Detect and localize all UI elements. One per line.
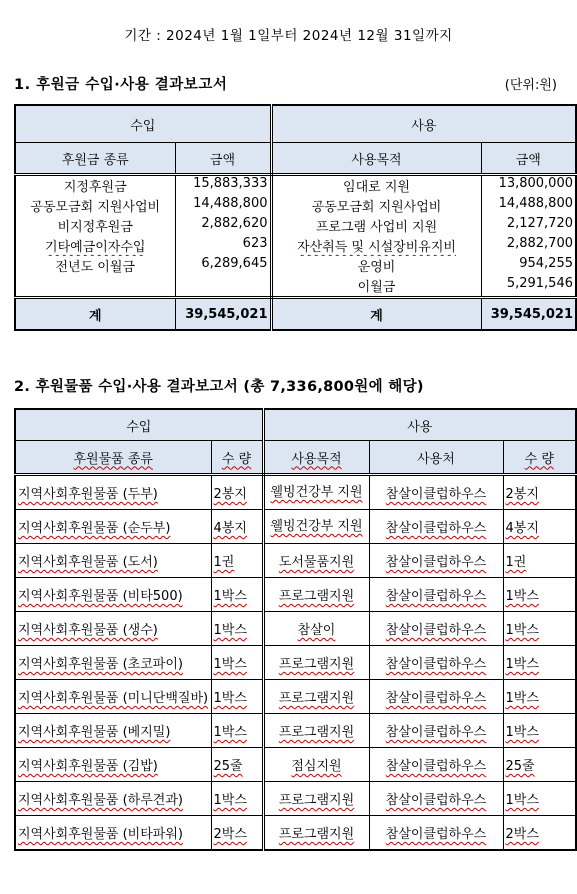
income-amount-cell: 15,883,333 — [175, 175, 271, 197]
report-period: 기간 : 2024년 1월 1일부터 2024년 12월 31일까지 — [124, 28, 453, 44]
in-qty-cell — [211, 578, 263, 612]
item-type-cell — [15, 748, 211, 782]
purpose-text: 웰빙건강부 지원 — [270, 519, 363, 534]
purpose-text: 도서물품지원 — [278, 555, 355, 570]
table-row — [15, 510, 576, 544]
out-qty-cell — [503, 816, 576, 851]
section2-title: 2. 후원물품 수입·사용 결과보고서 (총 7,336,800원에 해당) — [14, 379, 424, 395]
item-type-cell — [15, 816, 211, 851]
goods-usage-header: 사용 — [263, 409, 576, 441]
col-usage-purpose: 사용목적 — [271, 143, 481, 175]
purpose-text: 프로그램지원 — [278, 827, 355, 842]
total-usage: 39,545,021 — [481, 298, 576, 331]
item-type-cell — [15, 646, 211, 680]
in-qty-text: 1권 — [213, 555, 235, 570]
section1-title: 1. 후원금 수입·사용 결과보고서 — [14, 77, 228, 93]
item-type-text: 지역사회후원물품 (도서) — [18, 555, 158, 570]
purpose-cell — [263, 578, 369, 612]
out-qty-cell — [503, 680, 576, 714]
item-type-text: 지역사회후원물품 (비타500) — [18, 589, 183, 604]
out-qty-cell — [503, 748, 576, 782]
income-amount-cell: 14,488,800 — [175, 196, 271, 216]
usage-purpose-cell: 임대로 지원 — [271, 175, 481, 197]
usage-amount-cell: 5,291,546 — [481, 276, 576, 298]
table-row — [15, 256, 576, 276]
purpose-cell — [263, 612, 369, 646]
usage-header: 사용 — [271, 105, 576, 143]
in-qty-text: 1박스 — [213, 793, 247, 808]
purpose-text: 프로그램지원 — [278, 657, 355, 672]
purpose-text: 참살이 — [297, 623, 336, 638]
in-qty-text: 2박스 — [213, 827, 247, 842]
place-text: 참살이클럽하우스 — [385, 589, 487, 604]
out-qty-text: 1박스 — [505, 657, 539, 672]
in-qty-cell — [211, 646, 263, 680]
total-label-income: 계 — [15, 298, 175, 331]
in-qty-cell — [211, 510, 263, 544]
purpose-text: 프로그램지원 — [278, 793, 355, 808]
in-qty-cell — [211, 714, 263, 748]
place-cell — [369, 612, 503, 646]
in-qty-cell — [211, 612, 263, 646]
table-row — [15, 276, 576, 298]
col-in-qty-text: 수 량 — [221, 451, 252, 467]
out-qty-cell — [503, 544, 576, 578]
table-row — [15, 196, 576, 216]
table-row — [15, 816, 576, 851]
item-type-cell — [15, 578, 211, 612]
usage-amount-cell: 2,127,720 — [481, 216, 576, 236]
place-cell — [369, 646, 503, 680]
place-cell — [369, 510, 503, 544]
place-cell — [369, 816, 503, 851]
place-cell — [369, 714, 503, 748]
in-qty-cell — [211, 680, 263, 714]
col-income-type: 후원금 종류 — [15, 143, 175, 175]
out-qty-cell — [503, 714, 576, 748]
table-row — [15, 578, 576, 612]
usage-amount-cell: 13,800,000 — [481, 175, 576, 197]
usage-amount-cell: 2,882,700 — [481, 236, 576, 256]
purpose-cell — [263, 680, 369, 714]
donation-goods-table — [14, 408, 577, 851]
in-qty-text: 1박스 — [213, 691, 247, 706]
out-qty-text: 1권 — [505, 555, 527, 570]
item-type-cell — [15, 544, 211, 578]
usage-purpose-cell: 운영비 — [271, 256, 481, 276]
in-qty-cell — [211, 748, 263, 782]
income-amount-cell: 2,882,620 — [175, 216, 271, 236]
place-text: 참살이클럽하우스 — [385, 691, 487, 706]
usage-purpose-cell: 공동모금회 지원사업비 — [271, 196, 481, 216]
goods-income-header: 수입 — [15, 409, 263, 441]
place-text: 참살이클럽하우스 — [385, 657, 487, 672]
purpose-cell — [263, 782, 369, 816]
item-type-text: 지역사회후원물품 (비타파워) — [18, 827, 183, 842]
out-qty-cell — [503, 782, 576, 816]
income-type-cell — [15, 236, 175, 256]
table-row — [15, 175, 576, 197]
purpose-text: 프로그램지원 — [278, 589, 355, 604]
income-type-text: 기타예금이자수입 — [45, 240, 146, 255]
col-purpose-text: 사용목적 — [291, 451, 342, 467]
place-cell — [369, 578, 503, 612]
place-cell — [369, 680, 503, 714]
item-type-cell — [15, 680, 211, 714]
in-qty-text: 1박스 — [213, 623, 247, 638]
item-type-text: 지역사회후원물품 (김밥) — [18, 759, 158, 774]
out-qty-text: 1박스 — [505, 725, 539, 740]
table-row — [15, 612, 576, 646]
place-text: 참살이클럽하우스 — [385, 487, 487, 502]
item-type-cell — [15, 782, 211, 816]
table-row — [15, 714, 576, 748]
total-row — [15, 298, 576, 331]
col-out-qty-text: 수 량 — [524, 451, 554, 467]
income-type-cell: 전년도 이월금 — [15, 256, 175, 276]
item-type-cell — [15, 510, 211, 544]
usage-purpose-text: 자산취득 및 시설장비유지비 — [297, 240, 456, 255]
table-row — [15, 544, 576, 578]
goods-body — [15, 475, 576, 851]
place-text: 참살이클럽하우스 — [385, 793, 487, 808]
usage-purpose-cell: 프로그램 사업비 지원 — [271, 216, 481, 236]
col-in-qty — [211, 441, 263, 475]
place-text: 참살이클럽하우스 — [385, 759, 487, 774]
item-type-text: 지역사회후원물품 (두부) — [18, 487, 158, 502]
in-qty-text: 1박스 — [213, 589, 247, 604]
purpose-cell — [263, 510, 369, 544]
out-qty-text: 1박스 — [505, 589, 539, 604]
out-qty-cell — [503, 612, 576, 646]
col-usage-amount: 금액 — [481, 143, 576, 175]
income-type-cell: 지정후원금 — [15, 175, 175, 197]
out-qty-cell — [503, 510, 576, 544]
in-qty-text: 4봉지 — [213, 521, 247, 536]
usage-purpose-cell — [271, 236, 481, 256]
unit-label: (단위:원) — [504, 78, 557, 93]
item-type-text: 지역사회후원물품 (미니단백질바) — [18, 691, 209, 706]
table-row — [15, 646, 576, 680]
table-row — [15, 748, 576, 782]
purpose-cell — [263, 544, 369, 578]
out-qty-text: 2박스 — [505, 827, 539, 842]
income-type-cell: 비지정후원금 — [15, 216, 175, 236]
income-amount-cell: 623 — [175, 236, 271, 256]
out-qty-text: 4봉지 — [505, 521, 539, 536]
income-type-cell: 공동모금회 지원사업비 — [15, 196, 175, 216]
income-type-cell — [15, 276, 175, 298]
out-qty-cell — [503, 646, 576, 680]
table-row — [15, 680, 576, 714]
in-qty-text: 1박스 — [213, 725, 247, 740]
purpose-text: 프로그램지원 — [278, 725, 355, 740]
place-text: 참살이클럽하우스 — [385, 623, 487, 638]
item-type-text: 지역사회후원물품 (베지밀) — [18, 725, 171, 740]
in-qty-text: 25줄 — [213, 759, 243, 774]
in-qty-cell — [211, 816, 263, 851]
purpose-cell — [263, 748, 369, 782]
in-qty-text: 2봉지 — [213, 487, 247, 502]
income-amount-cell — [175, 276, 271, 298]
income-amount-cell: 6,289,645 — [175, 256, 271, 276]
item-type-text: 지역사회후원물품 (초코파이) — [18, 657, 183, 672]
col-out-qty — [503, 441, 576, 475]
income-header: 수입 — [15, 105, 271, 143]
place-cell — [369, 782, 503, 816]
place-cell — [369, 475, 503, 510]
place-text: 참살이클럽하우스 — [385, 725, 487, 740]
purpose-text: 점심지원 — [291, 759, 342, 774]
table-row — [15, 216, 576, 236]
out-qty-cell — [503, 475, 576, 510]
in-qty-cell — [211, 782, 263, 816]
item-type-cell — [15, 612, 211, 646]
out-qty-cell — [503, 578, 576, 612]
item-type-text: 지역사회후원물품 (하루견과) — [18, 793, 183, 808]
col-item-type — [15, 441, 211, 475]
total-label-usage: 계 — [271, 298, 481, 331]
table-row — [15, 475, 576, 510]
table-row — [15, 782, 576, 816]
usage-purpose-cell: 이월금 — [271, 276, 481, 298]
usage-amount-cell: 954,255 — [481, 256, 576, 276]
out-qty-text: 1박스 — [505, 623, 539, 638]
purpose-cell — [263, 714, 369, 748]
in-qty-text: 1박스 — [213, 657, 247, 672]
place-text: 참살이클럽하우스 — [385, 521, 487, 536]
in-qty-cell — [211, 544, 263, 578]
place-text: 참살이클럽하우스 — [385, 827, 487, 842]
place-cell — [369, 544, 503, 578]
item-type-text: 지역사회후원물품 (순두부) — [18, 521, 171, 536]
usage-amount-cell: 14,488,800 — [481, 196, 576, 216]
out-qty-text: 1박스 — [505, 691, 539, 706]
col-income-amount: 금액 — [175, 143, 271, 175]
total-income: 39,545,021 — [175, 298, 271, 331]
col-item-type-text: 후원물품 종류 — [73, 451, 153, 467]
item-type-cell — [15, 714, 211, 748]
in-qty-cell — [211, 475, 263, 510]
item-type-text: 지역사회후원물품 (생수) — [18, 623, 158, 638]
purpose-cell — [263, 475, 369, 510]
purpose-cell — [263, 646, 369, 680]
place-text: 참살이클럽하우스 — [385, 555, 487, 570]
col-place: 사용처 — [369, 441, 503, 475]
out-qty-text: 1박스 — [505, 793, 539, 808]
donation-money-table — [14, 104, 577, 331]
col-purpose — [263, 441, 369, 475]
out-qty-text: 25줄 — [505, 759, 535, 774]
purpose-cell — [263, 816, 369, 851]
table-row — [15, 236, 576, 256]
purpose-text: 웰빙건강부 지원 — [270, 485, 363, 500]
purpose-text: 프로그램지원 — [278, 691, 355, 706]
out-qty-text: 2봉지 — [505, 487, 539, 502]
item-type-cell — [15, 475, 211, 510]
place-cell — [369, 748, 503, 782]
